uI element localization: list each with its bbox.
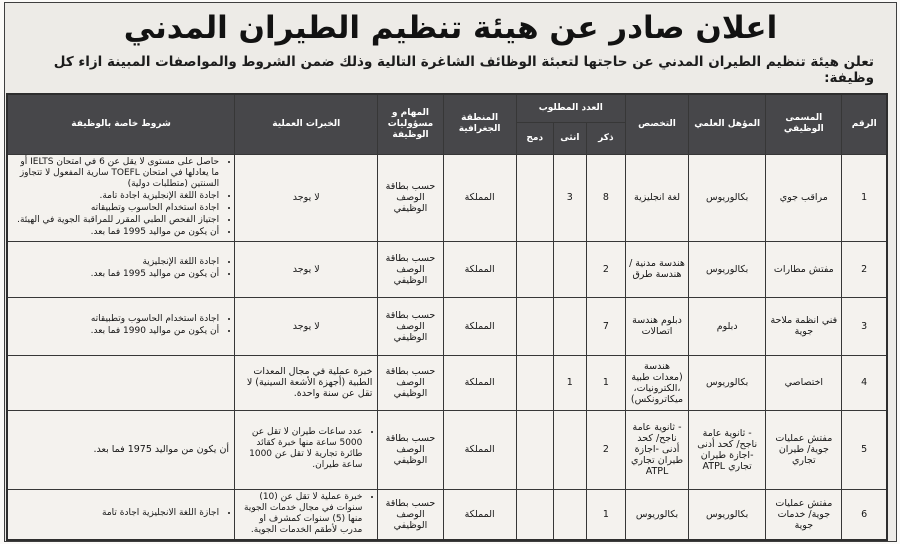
cell-conditions-bullet-list (10, 507, 232, 521)
cell-conditions (7, 241, 235, 297)
table-header (7, 94, 887, 154)
cell-conditions-bullet-list (10, 156, 232, 240)
table-body (7, 154, 887, 540)
cell-experience (235, 489, 378, 540)
col-header-required-count: العدد المطلوب (516, 94, 625, 122)
vacancies-table (6, 93, 888, 541)
cell-experience (235, 154, 378, 241)
cell-count-male: 8 (586, 154, 625, 241)
cell-specialization: هندسة مدنية / هندسة طرق (625, 241, 688, 297)
bullet-item: • عدد ساعات طيران لا تقل عن 5000 ساعة منها خبرة كقائد طائرة تجارية لا تقل عن 1000 ساعة طيران. (239, 427, 362, 471)
cell-count-male: 2 (586, 410, 625, 489)
cell-region: المملكة (443, 154, 516, 241)
cell-count-combined (516, 355, 553, 410)
table-row (7, 297, 887, 355)
cell-qualification: دبلوم (689, 297, 766, 355)
bullet-item: • اجادة اللغة الإنجليزية (12, 257, 219, 268)
col-header-combined: دمج (516, 122, 553, 154)
cell-experience-text: لا يوجد (292, 263, 320, 275)
cell-num: 3 (842, 297, 887, 355)
cell-conditions (7, 410, 235, 489)
cell-conditions (7, 489, 235, 540)
cell-specialization: - ثانوية عامة ناجح/ كحد أدنى -اجازة طيران تجاري ATPL (625, 410, 688, 489)
cell-num: 1 (842, 154, 887, 241)
bullet-item: • اجادة استخدام الحاسوب وتطبيقاته (12, 203, 219, 214)
col-header-specialization: التخصص (625, 94, 688, 154)
cell-count-combined (516, 154, 553, 241)
table-row (7, 355, 887, 410)
cell-conditions (7, 297, 235, 355)
cell-experience (235, 241, 378, 297)
announcement-page (4, 2, 897, 542)
cell-duties: حسب بطاقة الوصف الوظيفي (378, 241, 443, 297)
cell-duties: حسب بطاقة الوصف الوظيفي (378, 154, 443, 241)
cell-count-female (553, 489, 586, 540)
cell-count-male: 1 (586, 489, 625, 540)
col-header-female: انثى (553, 122, 586, 154)
cell-qualification: بكالوريوس (689, 355, 766, 410)
cell-experience (235, 297, 378, 355)
cell-num: 5 (842, 410, 887, 489)
cell-count-female: 1 (553, 355, 586, 410)
col-header-duties: المهام و مسؤوليات الوظيفة (378, 94, 443, 154)
cell-num: 6 (842, 489, 887, 540)
cell-job-title: مفتش عمليات جوية/ طيران تجاري (766, 410, 842, 489)
cell-experience-bullet-list (237, 491, 375, 538)
cell-duties: حسب بطاقة الوصف الوظيفي (378, 489, 443, 540)
table-row (7, 489, 887, 540)
col-header-conditions: شروط خاصة بالوظيفة (7, 94, 235, 154)
bullet-item: • أن يكون من مواليد 1995 فما بعد. (12, 227, 219, 238)
cell-qualification: - ثانوية عامة ناجح/ كحد أدنى -اجازة طيران تجاري ATPL (689, 410, 766, 489)
bullet-item: • اجازة اللغة الانجليزية اجادة تامة (12, 508, 219, 519)
cell-experience-bullet-list (237, 426, 375, 473)
cell-experience-text: لا يوجد (292, 320, 320, 332)
bullet-item: • اجادة استخدام الحاسوب وتطبيقاته (12, 314, 219, 325)
cell-count-female (553, 297, 586, 355)
table-row (7, 154, 887, 241)
bullet-item: • أن يكون من مواليد 1990 فما بعد. (12, 326, 219, 337)
col-header-male: ذكر (586, 122, 625, 154)
cell-conditions-text: أن يكون من مواليد 1975 فما بعد. (93, 444, 230, 455)
page-subtitle: تعلن هيئة تنظيم الطيران المدني عن حاجتها لتعبئة الوظائف الشاغرة التالية وذلك ضمن الشروط والمواصفات المبينة ازاء كل وظيفة: (53, 54, 874, 86)
cell-region: المملكة (443, 410, 516, 489)
cell-conditions-bullet-list (10, 313, 232, 339)
col-header-experience: الخبرات العملية (235, 94, 378, 154)
cell-count-combined (516, 489, 553, 540)
cell-count-female (553, 241, 586, 297)
cell-specialization: هندسة (معدات طبية ،الكترونيات، ميكاترونكس) (625, 355, 688, 410)
cell-job-title: فني انظمة ملاحة جوية (766, 297, 842, 355)
cell-job-title: اختصاصي (766, 355, 842, 410)
header-row-top (7, 94, 887, 122)
page-title: اعلان صادر عن هيئة تنظيم الطيران المدني (123, 10, 778, 46)
cell-job-title: مفتش مطارات (766, 241, 842, 297)
cell-count-combined (516, 297, 553, 355)
cell-qualification: بكالوريوس (689, 154, 766, 241)
cell-count-female: 3 (553, 154, 586, 241)
cell-job-title: مراقب جوي (766, 154, 842, 241)
cell-specialization: دبلوم هندسة اتصالات (625, 297, 688, 355)
cell-qualification: بكالوريوس (689, 241, 766, 297)
cell-count-male: 7 (586, 297, 625, 355)
bullet-item: • حاصل على مستوى لا يقل عن 6 في امتحان IELTS أو ما يعادلها في امتحان TOEFL سارية المفعول لا تتجاوز السنتين (متطلبات دولية) (12, 157, 219, 190)
cell-num: 2 (842, 241, 887, 297)
cell-duties: حسب بطاقة الوصف الوظيفي (378, 410, 443, 489)
cell-conditions (7, 355, 235, 410)
cell-experience (235, 410, 378, 489)
cell-duties: حسب بطاقة الوصف الوظيفي (378, 355, 443, 410)
table-row (7, 410, 887, 489)
cell-experience-text: خبرة عملية في مجال المعدات الطبية (أجهزة الأشعة السينية) لا تقل عن سنة واحدة. (246, 366, 373, 399)
col-header-num: الرقم (842, 94, 887, 154)
cell-count-male: 2 (586, 241, 625, 297)
bullet-item: • اجتياز الفحص الطبي المقرر للمراقبة الجوية في الهيئة. (12, 215, 219, 226)
cell-experience (235, 355, 378, 410)
cell-region: المملكة (443, 241, 516, 297)
cell-count-combined (516, 241, 553, 297)
cell-conditions (7, 154, 235, 241)
cell-num: 4 (842, 355, 887, 410)
cell-region: المملكة (443, 489, 516, 540)
cell-count-combined (516, 410, 553, 489)
cell-count-female (553, 410, 586, 489)
bullet-item: • أن يكون من مواليد 1995 فما بعد. (12, 269, 219, 280)
bullet-item: • اجادة اللغة الإنجليزية اجادة تامة. (12, 191, 219, 202)
col-header-qualification: المؤهل العلمي (689, 94, 766, 154)
col-header-job-title: المسمى الوظيفي (766, 94, 842, 154)
cell-region: المملكة (443, 297, 516, 355)
cell-duties: حسب بطاقة الوصف الوظيفي (378, 297, 443, 355)
cell-qualification: بكالوريوس (689, 489, 766, 540)
bullet-item: • خبرة عملية لا تقل عن (10) سنوات في مجال خدمات الجوية منها (5) سنوات كمشرف او مدرب لأطقم الخدمات الجوية. (239, 492, 362, 536)
table-row (7, 241, 887, 297)
cell-count-male: 1 (586, 355, 625, 410)
cell-job-title: مفتش عمليات جوية/ خدمات جوية (766, 489, 842, 540)
col-header-region: المنطقة الجغرافية (443, 94, 516, 154)
cell-specialization: لغة انجليزية (625, 154, 688, 241)
cell-region: المملكة (443, 355, 516, 410)
cell-specialization: بكالوريوس (625, 489, 688, 540)
cell-conditions-bullet-list (10, 256, 232, 282)
cell-experience-text: لا يوجد (292, 192, 320, 203)
